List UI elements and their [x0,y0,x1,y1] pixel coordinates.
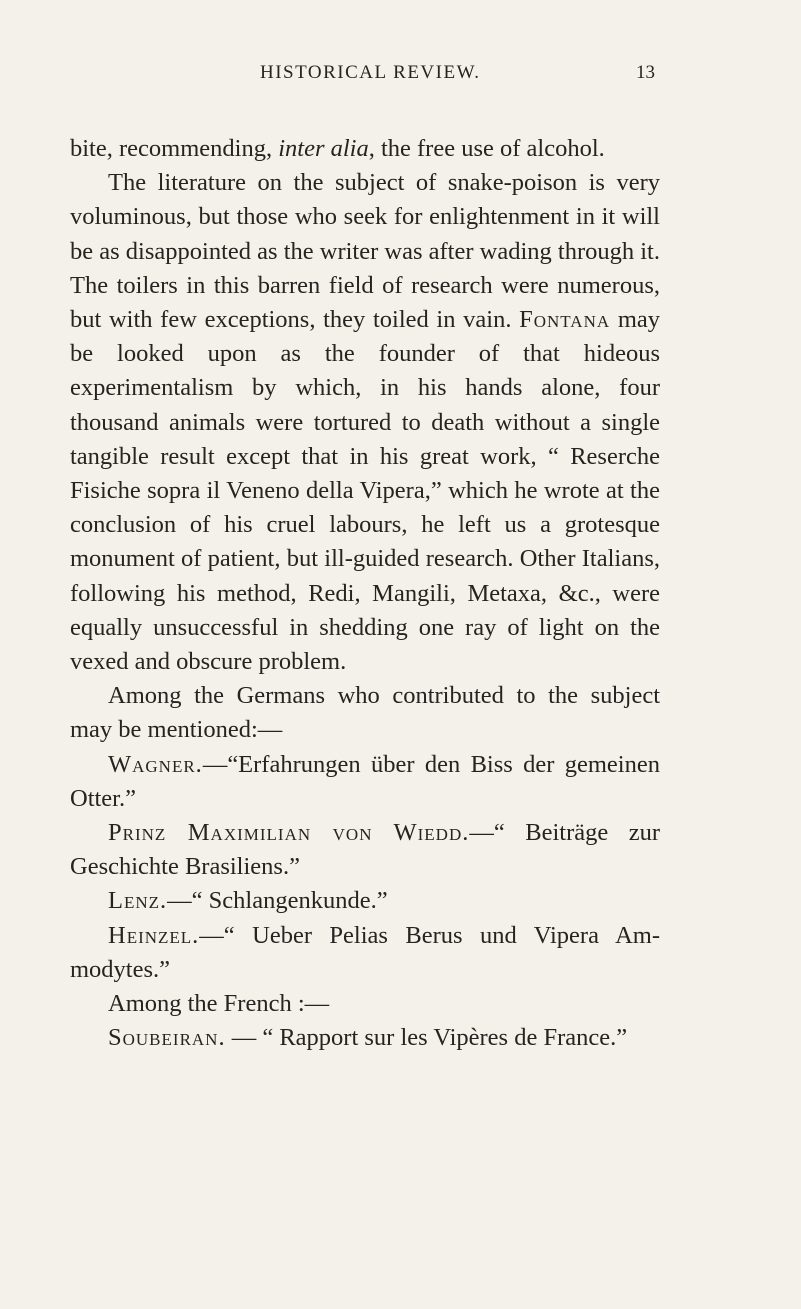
author-name: Lenz. [108,887,168,915]
author-name: Wagner. [108,750,203,778]
text-run: The literature on the subject of snake-poison is very voluminous, but those who seek for enlightenment in it will be as disappointed as the writer was after wading through it. The toilers in this barren field of research were numerous, but with few exceptions, they toiled in vain. [70,169,660,334]
author-name: Prinz Maximilian von Wiedd. [108,819,470,847]
page-number: 13 [636,62,655,83]
author-name: Fontana [519,306,611,334]
text-run: , the free use of alcohol. [368,135,605,162]
text-run: — “ Rapport sur les Vipères de France.” [225,1024,628,1052]
paragraph-p3 [70,679,660,747]
author-name: Soubeiran. [108,1024,226,1052]
running-head [130,62,655,92]
paragraph-p4 [70,748,660,816]
text-run: —“Erfahrungen über den Biss der gemeinen Otter.” [70,750,660,812]
text-run: —“ Ueber Pelias Berus und Vipera Ammodytes.” [70,921,660,983]
text-run: bite, recommending, [70,135,279,162]
body-text [70,132,660,1055]
text-run: may be looked upon as the founder of that hideous experimentalism by which, in his hands alone, four thousand animals were tortured to death without a single tangible result except that in his great work, “ Reserche Fisiche sopra il Veneno della Vipera,” which he wrote at the conclusion of his cruel labours, he left us a grotesque monument of patient, but ill-guided research. Other Italians, following his method, Redi, Mangili, Metaxa, &c., were equally unsuccessful in shedding one ray of light on the vexed and obscure problem. [70,306,660,676]
text-run: Among the Germans who contributed to the subject may be mentioned:— [70,682,660,744]
italic-text: inter alia [278,135,369,162]
author-name: Heinzel. [108,921,200,949]
running-title: HISTORICAL REVIEW. [260,62,481,83]
paragraph-p1 [70,132,660,166]
paragraph-p2 [70,166,660,679]
text-run: —“ Schlangenkunde.” [167,887,388,915]
text-run: —“ Beiträge zur Geschichte Brasiliens.” [70,819,660,881]
paragraph-p8 [70,987,660,1021]
paragraph-p7 [70,919,660,987]
text-run: Among the French :— [108,990,330,1018]
paragraph-p9 [70,1021,660,1055]
paragraph-p5 [70,816,660,884]
paragraph-p6 [70,884,660,918]
